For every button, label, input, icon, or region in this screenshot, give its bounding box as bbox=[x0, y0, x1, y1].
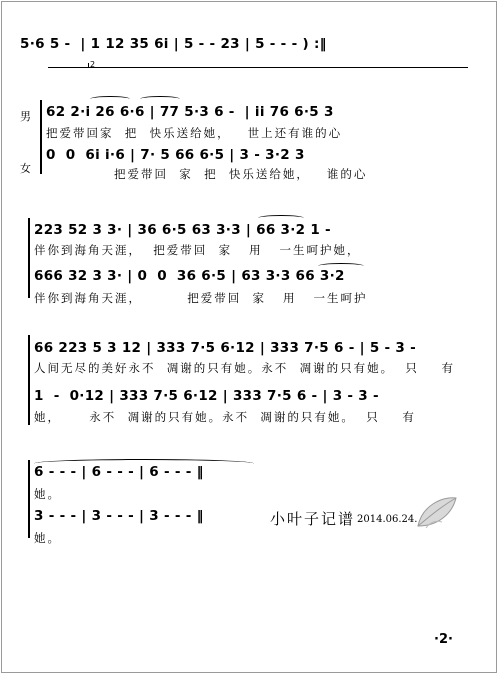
lower-lyrics: 伴你到海角天涯， 把爱带回 家 用 一生呵护 bbox=[34, 291, 368, 305]
slur bbox=[258, 215, 304, 221]
system-brace bbox=[40, 100, 42, 174]
male-lyrics: 把爱带回家 把 快乐送给她， 世上还有谁的心 bbox=[46, 126, 343, 140]
lower-notation: 666 32 3 3· | 0 0 36 6·5 | 63 3·3 66 3·2 bbox=[34, 268, 345, 284]
system-brace bbox=[28, 335, 30, 425]
slur bbox=[140, 96, 180, 102]
lower-notation: 1 - 0·12 | 333 7·5 6·12 | 333 7·5 6 - | 3 - 3 - bbox=[34, 388, 379, 404]
upper-lyrics: 她。 bbox=[34, 487, 61, 501]
lower-lyrics: 她， 永不 凋谢的只有她。永不 凋谢的只有她。 只 有 bbox=[34, 410, 416, 424]
leaf-icon bbox=[412, 492, 460, 532]
intro-notation: 5·6 5 - | 1 12 35 6i | 5 - - 23 | 5 - - - ) :‖ bbox=[20, 36, 327, 52]
upper-notation: 6 - - - | 6 - - - | 6 - - - ‖ bbox=[34, 464, 204, 480]
transcription-date: 2014.06.24. bbox=[357, 514, 418, 525]
upper-lyrics: 伴你到海角天涯， 把爱带回 家 用 一生呵护她， bbox=[34, 243, 361, 257]
female-part-label: 女 bbox=[20, 162, 31, 175]
page-frame bbox=[1, 1, 497, 673]
upper-lyrics: 人间无尽的美好永不 凋谢的只有她。永不 凋谢的只有她。 只 有 bbox=[34, 361, 456, 375]
upper-notation: 223 52 3 3· | 36 6·5 63 3·3 | 66 3·2 1 - bbox=[34, 222, 331, 238]
transcriber-signature: 小叶子记谱 bbox=[270, 510, 356, 528]
male-notation: 62 2·i 26 6·6 | 77 5·3 6 - | ii 76 6·5 3 bbox=[46, 104, 334, 120]
slur bbox=[90, 96, 130, 102]
system-brace bbox=[28, 218, 30, 298]
lower-notation: 3 - - - | 3 - - - | 3 - - - ‖ bbox=[34, 508, 204, 524]
system-brace bbox=[28, 460, 30, 538]
volta-bracket bbox=[48, 67, 468, 68]
volta-number: 2 bbox=[90, 60, 96, 69]
upper-notation: 66 223 5 3 12 | 333 7·5 6·12 | 333 7·5 6 - | 5 - 3 - bbox=[34, 340, 417, 356]
lower-lyrics: 她。 bbox=[34, 531, 61, 545]
female-notation: 0 0 6i i·6 | 7· 5 66 6·5 | 3 - 3·2 3 bbox=[46, 147, 305, 163]
page-number: ·2· bbox=[434, 632, 453, 647]
male-part-label: 男 bbox=[20, 110, 31, 123]
female-lyrics: 把爱带回 家 把 快乐送给她， 谁的心 bbox=[114, 167, 368, 181]
